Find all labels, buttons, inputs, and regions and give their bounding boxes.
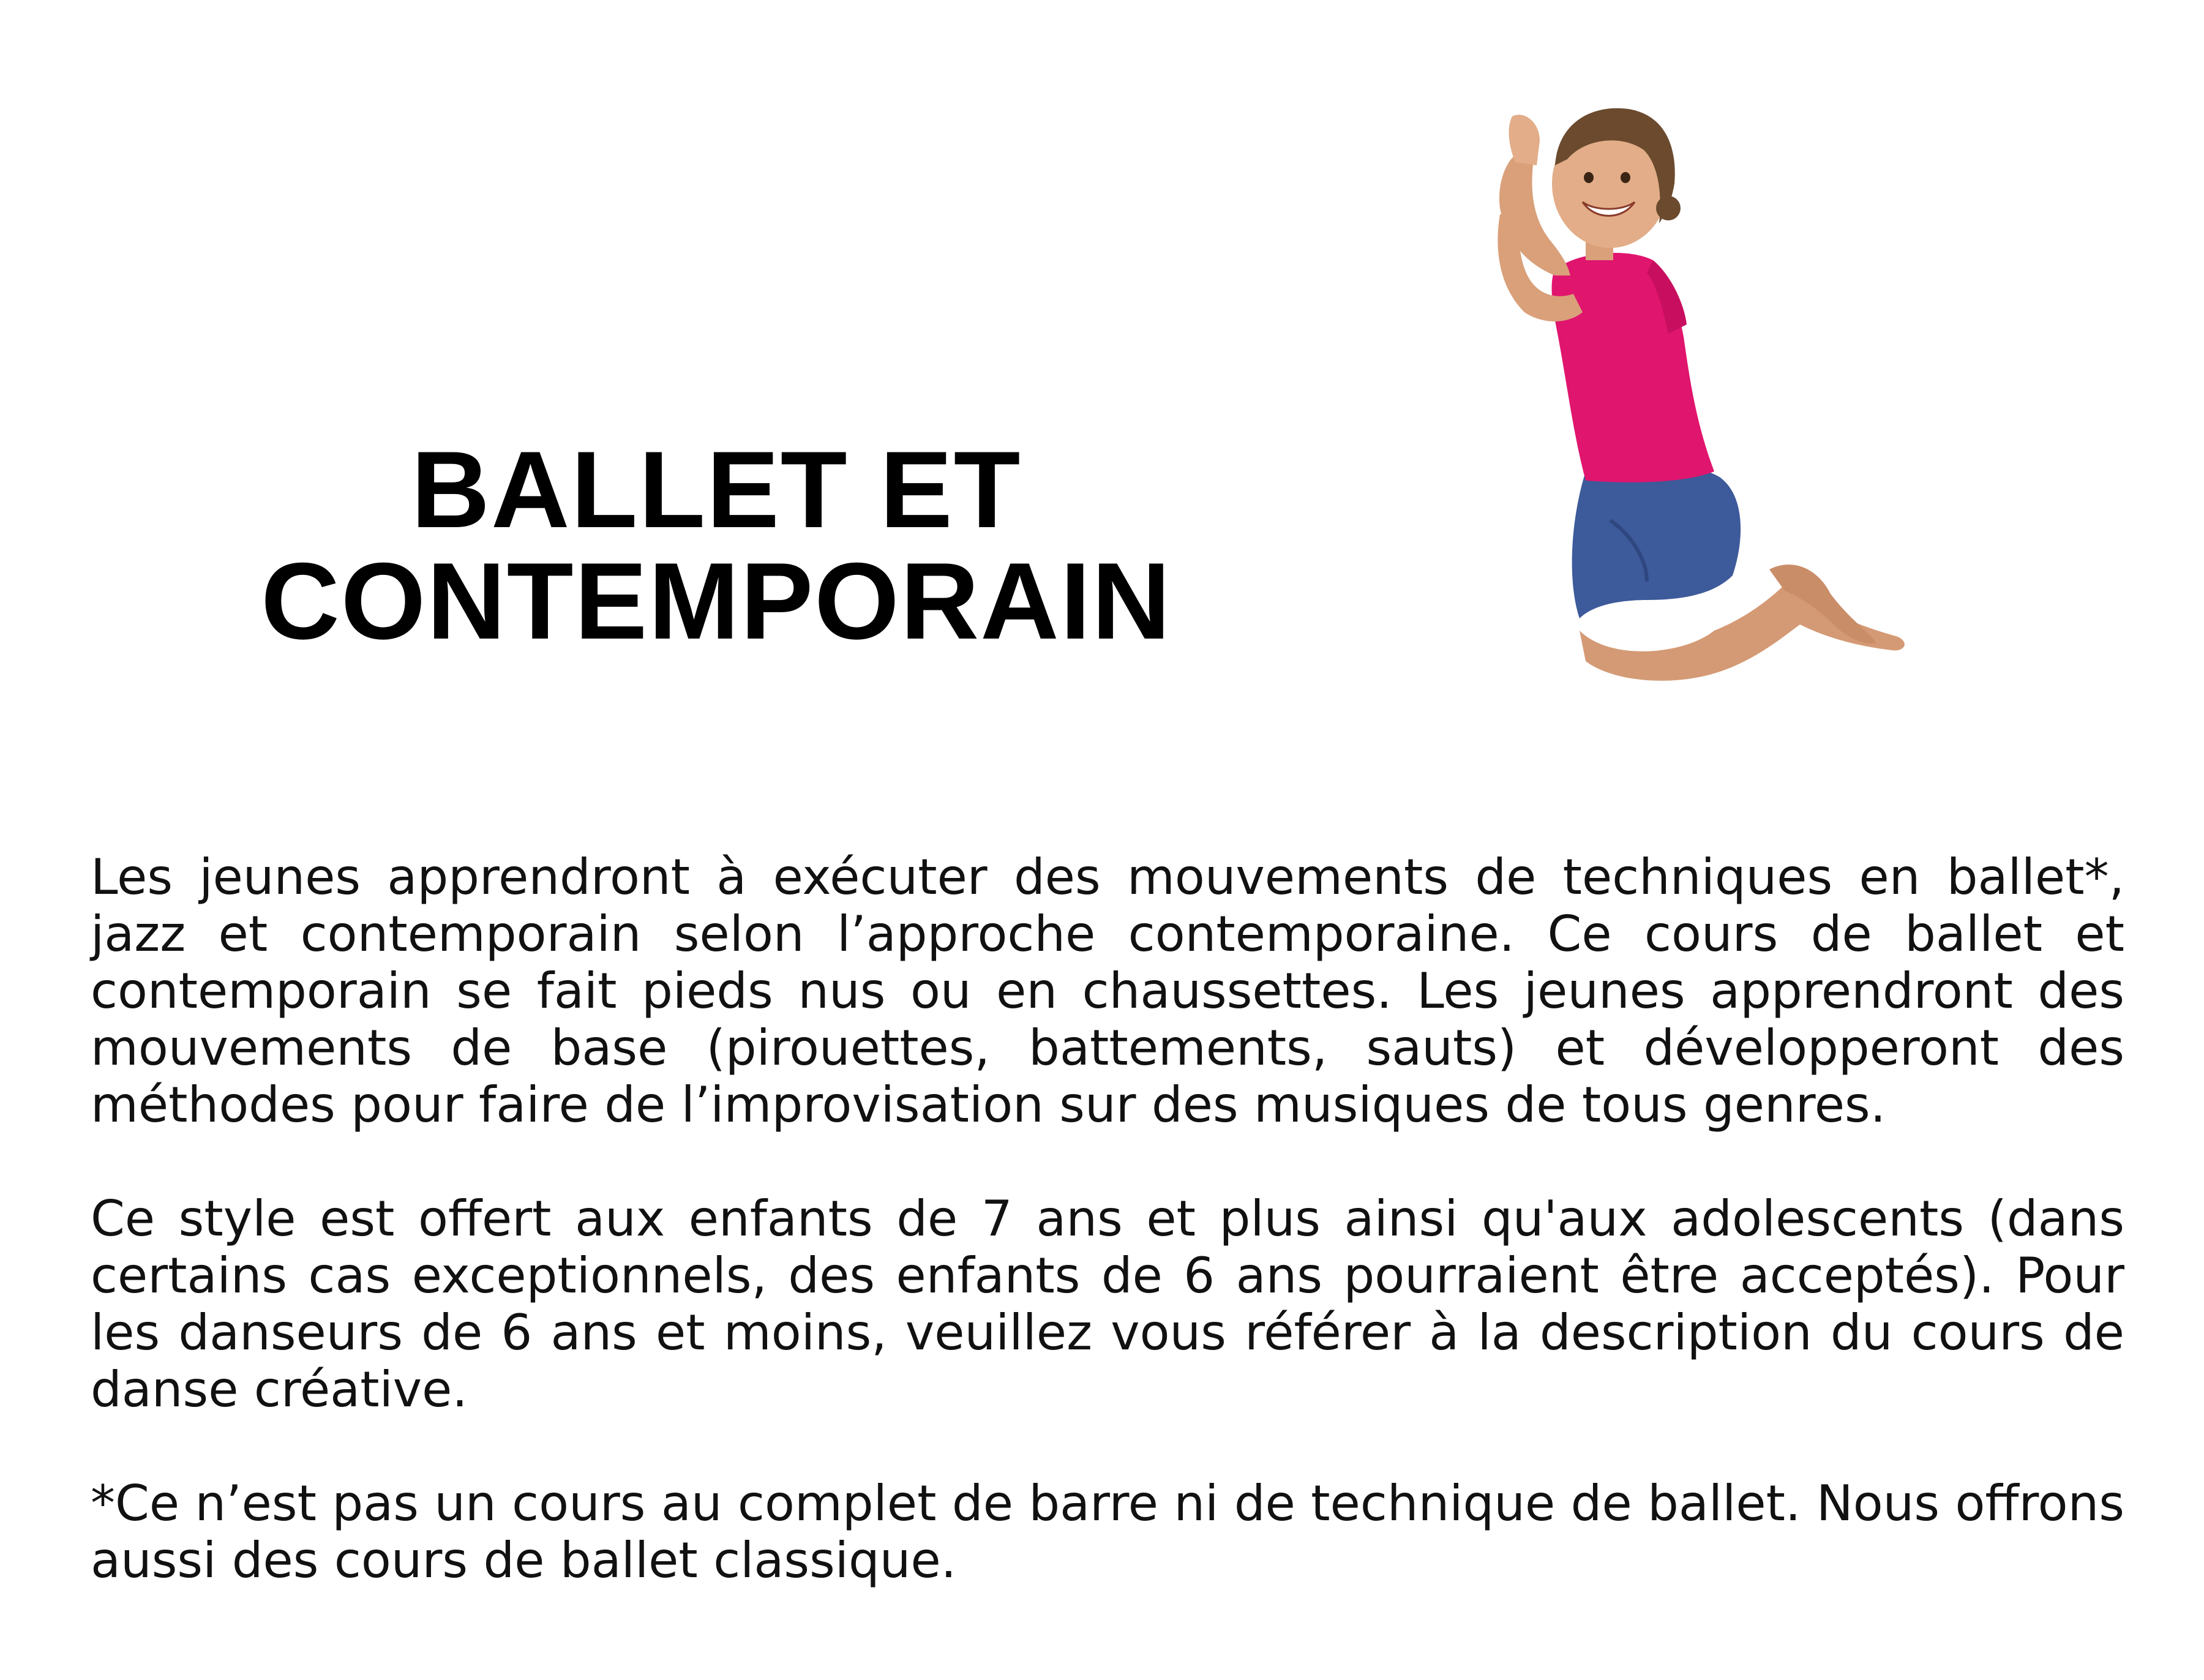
description-footnote: *Ce n’est pas un cours au complet de barre ni de technique de ballet. Nous offrons aussi des cours de ballet classique.	[91, 1475, 2124, 1589]
description-paragraph-2: Ce style est offert aux enfants de 7 ans et plus ainsi qu'aux adolescents (dans certains cas exceptionnels, des enfants de 6 ans pourraient être acceptés). Pour les danseurs de 6 ans et moins, veuillez vous référer à la description du cours de danse créative.	[91, 1190, 2124, 1418]
title-line-1: BALLET ET	[411, 429, 1022, 551]
course-description	[91, 849, 2124, 1589]
title-line-2: CONTEMPORAIN	[261, 540, 1172, 662]
description-paragraph-1: Les jeunes apprendront à exécuter des mouvements de techniques en ballet*, jazz et contemporain selon l’approche contemporaine. Ce cours de ballet et contemporain se fait pieds nus ou en chaussettes. Les jeunes apprendront des mouvements de base (pirouettes, battements, sauts) et développeront des méthodes pour faire de l’improvisation sur des musiques de tous genres.	[91, 849, 2124, 1133]
girl-jumping-photo	[1426, 92, 1935, 765]
page-title	[202, 429, 1231, 662]
